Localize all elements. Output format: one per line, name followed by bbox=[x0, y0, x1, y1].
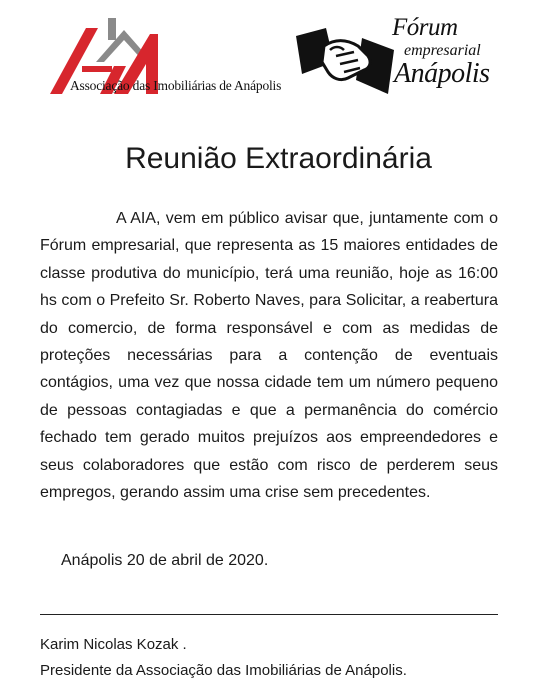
signature-line bbox=[40, 614, 498, 615]
aia-logo bbox=[44, 14, 284, 104]
forum-logo-word-empresarial: empresarial bbox=[404, 42, 481, 59]
forum-logo-word-forum: Fórum bbox=[392, 14, 458, 41]
document-body: A AIA, vem em público avisar que, juntamente com o Fórum empresarial, que representa as 15 maiores entidades de classe produtiva do município, terá uma reunião, hoje as 16:00 hs com o Prefeito Sr. Roberto Naves, para Solicitar, a reabertura do comercio, de forma responsável e com as medidas de proteções necessárias para a contenção de eventuais contágios, uma vez que nossa cidade tem um número pequeno de pessoas contagiadas e que a permanência do comércio fechado tem gerado muitos prejuízos aos empreendedores e seus colaboradores que estão com risco de perderem seus empregos, gerando assim uma crise sem precedentes. bbox=[40, 210, 498, 502]
letterhead bbox=[0, 0, 557, 120]
aia-logo-caption: Associação das Imobiliárias de Anápolis bbox=[70, 78, 282, 93]
signer-name: Karim Nicolas Kozak . bbox=[40, 636, 187, 653]
document-title: Reunião Extraordinária bbox=[125, 142, 432, 175]
signer-role: Presidente da Associação das Imobiliárias de Anápolis. bbox=[40, 662, 407, 679]
handshake-icon bbox=[296, 16, 396, 106]
document-date: Anápolis 20 de abril de 2020. bbox=[61, 552, 269, 569]
forum-logo-word-anapolis: Anápolis bbox=[394, 58, 490, 89]
forum-empresarial-logo bbox=[296, 12, 506, 112]
